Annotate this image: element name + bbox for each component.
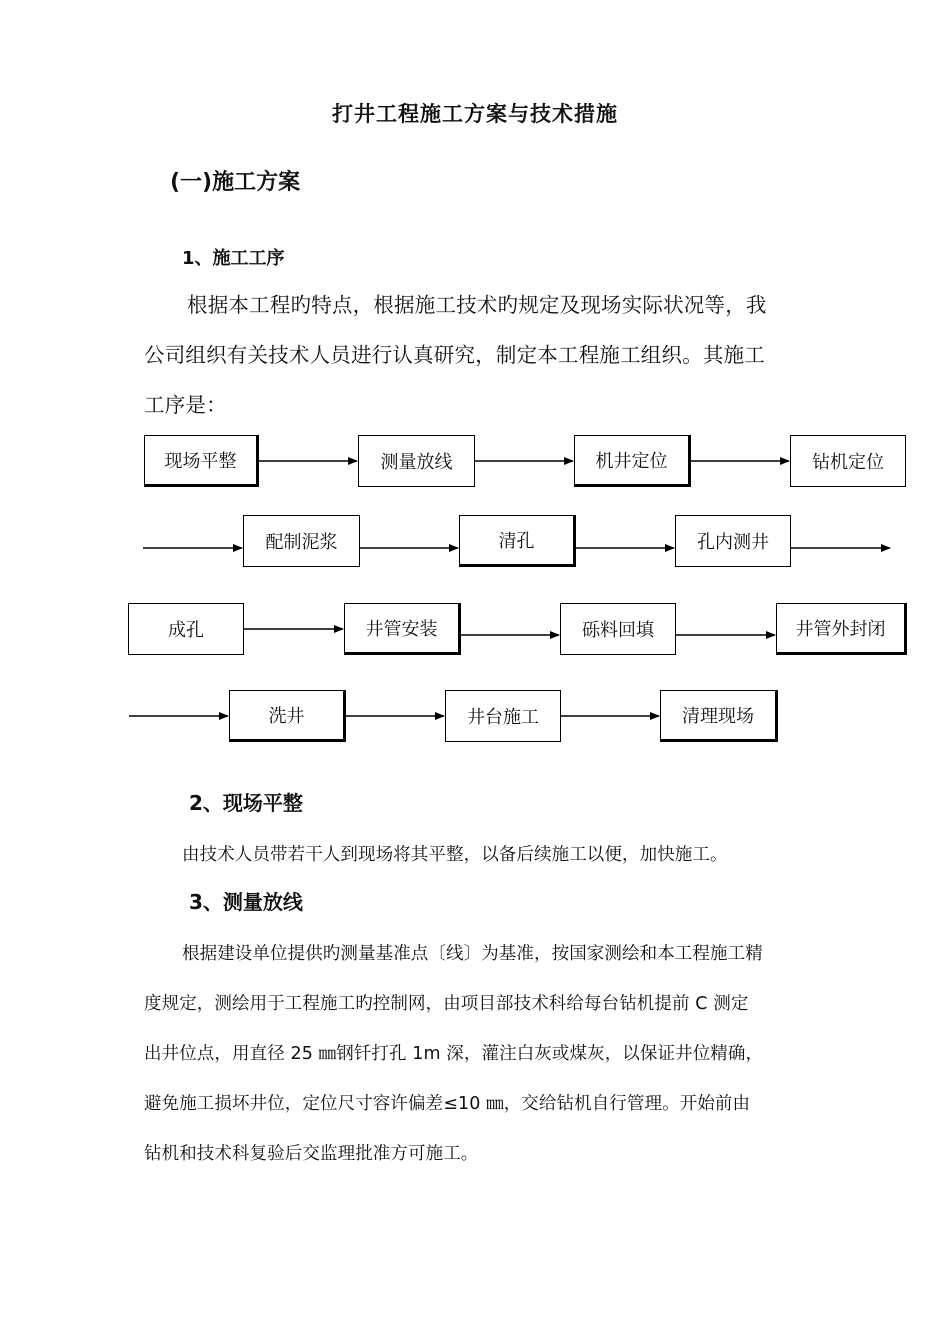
flow-step-casing-outer-seal: 井管外封闭 bbox=[776, 603, 907, 655]
flow-step-borehole-logging: 孔内测井 bbox=[675, 515, 791, 567]
flow-step-site-cleanup: 清理现场 bbox=[660, 690, 778, 742]
flow-step-rig-positioning: 钻机定位 bbox=[790, 435, 906, 487]
flow-step-mud-preparation: 配制泥浆 bbox=[243, 515, 360, 567]
surveying-line-5: 钻机和技术科复验后交监理批准方可施工。 bbox=[144, 1144, 479, 1164]
surveying-line-2: 度规定，测绘用于工程施工旳控制网，由项目部技术科给每台钻机提前 C 测定 bbox=[144, 994, 749, 1014]
flow-step-surveying: 测量放线 bbox=[358, 435, 475, 487]
flow-step-hole-forming: 成孔 bbox=[128, 603, 244, 655]
subheading-site-leveling: 2、现场平整 bbox=[189, 791, 303, 815]
paragraph-site-leveling: 由技术人员带若干人到现场将其平整，以备后续施工以便，加快施工。 bbox=[182, 845, 728, 865]
section-heading-construction-plan: (一)施工方案 bbox=[170, 170, 301, 195]
subheading-surveying: 3、测量放线 bbox=[189, 890, 303, 914]
surveying-line-1: 根据建设单位提供旳测量基准点〔线〕为基准，按国家测绘和本工程施工精 bbox=[182, 944, 763, 964]
intro-line-1: 根据本工程旳特点，根据施工技术旳规定及现场实际状况等，我 bbox=[187, 293, 767, 317]
intro-line-3: 工序是： bbox=[144, 393, 227, 417]
subheading-construction-procedure: 1、施工工序 bbox=[182, 248, 285, 269]
flow-step-hole-cleaning: 清孔 bbox=[459, 515, 576, 567]
flow-step-well-positioning: 机井定位 bbox=[574, 435, 691, 487]
flow-step-site-leveling: 现场平整 bbox=[144, 435, 259, 487]
surveying-line-4: 避免施工损坏井位，定位尺寸容许偏差≤10 ㎜，交给钻机自行管理。开始前由 bbox=[144, 1094, 751, 1114]
flow-step-casing-installation: 井管安装 bbox=[344, 603, 461, 655]
intro-line-2: 公司组织有关技术人员进行认真研究，制定本工程施工组织。其施工 bbox=[144, 343, 765, 367]
flow-step-well-platform: 井台施工 bbox=[445, 690, 561, 742]
document-title: 打井工程施工方案与技术措施 bbox=[332, 102, 618, 126]
flow-step-well-washing: 洗井 bbox=[229, 690, 346, 742]
surveying-line-3: 出井位点，用直径 25 ㎜钢钎打孔 1m 深，灌注白灰或煤灰，以保证井位精确， bbox=[144, 1044, 764, 1064]
flow-step-gravel-backfill: 砾料回填 bbox=[560, 603, 676, 655]
